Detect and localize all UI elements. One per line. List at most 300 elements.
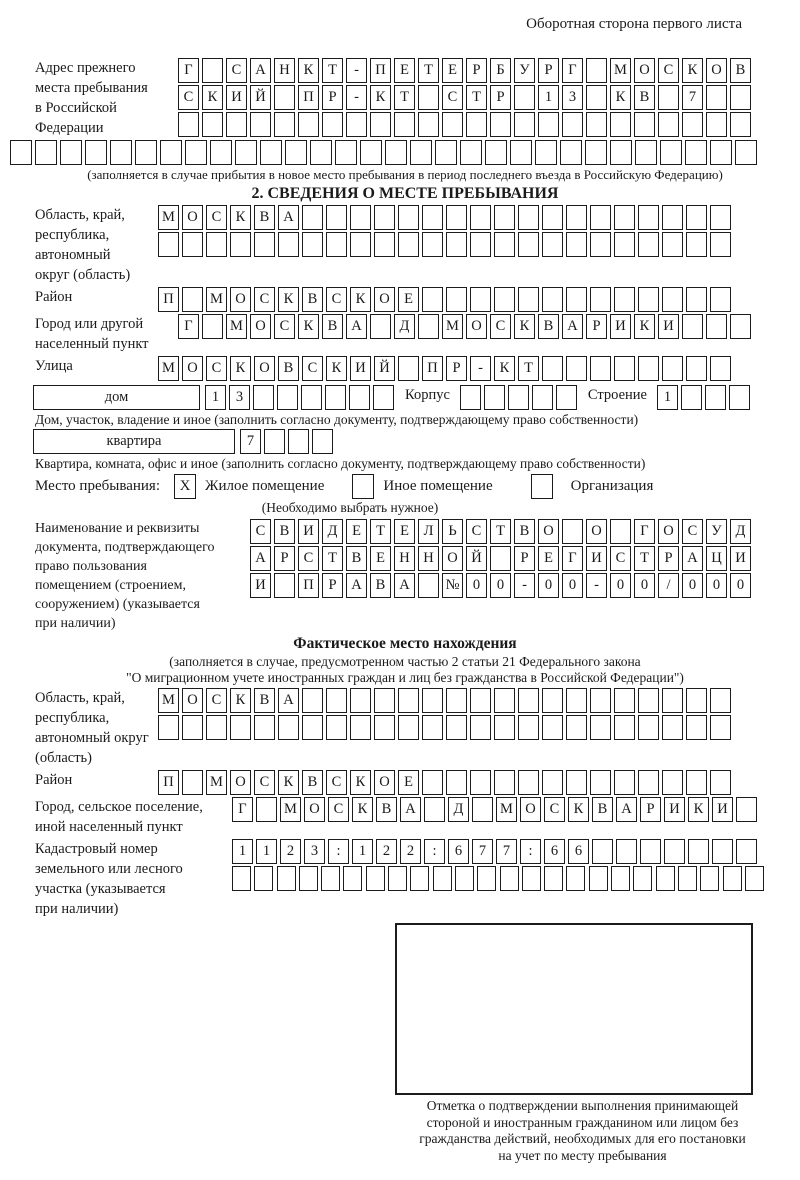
char-cell[interactable]: Е	[398, 287, 419, 312]
char-cell[interactable]	[590, 715, 611, 740]
char-cell[interactable]	[706, 112, 727, 137]
char-cell[interactable]	[424, 797, 445, 822]
char-cell[interactable]: 3	[229, 385, 250, 410]
char-cell[interactable]	[542, 205, 563, 230]
char-cell[interactable]: :	[424, 839, 445, 864]
char-cell[interactable]: К	[352, 797, 373, 822]
char-cell[interactable]: Д	[730, 519, 751, 544]
char-cell[interactable]	[182, 715, 203, 740]
apartment-type-box[interactable]	[33, 429, 235, 454]
char-cell[interactable]	[485, 140, 507, 165]
char-cell[interactable]	[616, 839, 637, 864]
char-cell[interactable]	[470, 770, 491, 795]
char-cell[interactable]: -	[346, 85, 367, 110]
char-cell[interactable]: К	[230, 688, 251, 713]
char-cell[interactable]	[422, 205, 443, 230]
char-cell[interactable]	[302, 205, 323, 230]
char-cell[interactable]: О	[658, 519, 679, 544]
char-cell[interactable]: Р	[322, 85, 343, 110]
char-cell[interactable]: Е	[370, 546, 391, 571]
char-cell[interactable]	[470, 688, 491, 713]
char-cell[interactable]: К	[688, 797, 709, 822]
char-cell[interactable]: А	[682, 546, 703, 571]
char-cell[interactable]: Й	[466, 546, 487, 571]
char-cell[interactable]	[350, 715, 371, 740]
char-cell[interactable]: К	[682, 58, 703, 83]
char-cell[interactable]	[470, 287, 491, 312]
char-cell[interactable]	[160, 140, 182, 165]
char-cell[interactable]	[700, 866, 719, 891]
char-cell[interactable]: Т	[466, 85, 487, 110]
char-cell[interactable]: О	[634, 58, 655, 83]
char-cell[interactable]	[10, 140, 32, 165]
char-cell[interactable]: Р	[446, 356, 467, 381]
char-cell[interactable]	[274, 112, 295, 137]
char-cell[interactable]	[586, 58, 607, 83]
char-cell[interactable]	[250, 112, 271, 137]
char-cell[interactable]	[466, 112, 487, 137]
char-cell[interactable]: 0	[466, 573, 487, 598]
char-cell[interactable]	[542, 287, 563, 312]
char-cell[interactable]: С	[226, 58, 247, 83]
char-cell[interactable]: О	[538, 519, 559, 544]
char-cell[interactable]	[510, 140, 532, 165]
char-cell[interactable]	[398, 688, 419, 713]
char-cell[interactable]: К	[230, 205, 251, 230]
char-cell[interactable]: Т	[394, 85, 415, 110]
char-cell[interactable]	[260, 140, 282, 165]
char-cell[interactable]: О	[520, 797, 541, 822]
char-cell[interactable]	[638, 688, 659, 713]
char-cell[interactable]	[350, 205, 371, 230]
char-cell[interactable]: В	[302, 770, 323, 795]
char-cell[interactable]	[662, 232, 683, 257]
char-cell[interactable]	[682, 314, 703, 339]
char-cell[interactable]: С	[326, 287, 347, 312]
char-cell[interactable]: В	[538, 314, 559, 339]
char-cell[interactable]	[542, 770, 563, 795]
char-cell[interactable]: В	[730, 58, 751, 83]
char-cell[interactable]	[730, 314, 751, 339]
char-cell[interactable]: М	[158, 356, 179, 381]
char-cell[interactable]	[301, 385, 322, 410]
char-cell[interactable]: Г	[634, 519, 655, 544]
char-cell[interactable]: 7	[472, 839, 493, 864]
char-cell[interactable]: 0	[490, 573, 511, 598]
char-cell[interactable]	[490, 546, 511, 571]
char-cell[interactable]	[535, 140, 557, 165]
char-cell[interactable]: У	[706, 519, 727, 544]
char-cell[interactable]: Т	[370, 519, 391, 544]
char-cell[interactable]	[710, 356, 731, 381]
char-cell[interactable]	[85, 140, 107, 165]
char-cell[interactable]	[508, 385, 529, 410]
char-cell[interactable]: В	[274, 519, 295, 544]
char-cell[interactable]	[226, 112, 247, 137]
char-cell[interactable]: И	[712, 797, 733, 822]
char-cell[interactable]	[418, 85, 439, 110]
char-cell[interactable]: П	[370, 58, 391, 83]
char-cell[interactable]	[288, 429, 309, 454]
char-cell[interactable]: Р	[586, 314, 607, 339]
char-cell[interactable]	[686, 232, 707, 257]
char-cell[interactable]: К	[298, 314, 319, 339]
char-cell[interactable]	[470, 232, 491, 257]
char-cell[interactable]	[514, 112, 535, 137]
char-cell[interactable]: 7	[496, 839, 517, 864]
char-cell[interactable]: К	[230, 356, 251, 381]
char-cell[interactable]	[370, 314, 391, 339]
char-cell[interactable]	[326, 715, 347, 740]
char-cell[interactable]	[206, 715, 227, 740]
char-cell[interactable]: О	[250, 314, 271, 339]
char-cell[interactable]: О	[304, 797, 325, 822]
char-cell[interactable]	[633, 866, 652, 891]
char-cell[interactable]	[470, 715, 491, 740]
char-cell[interactable]	[490, 112, 511, 137]
char-cell[interactable]	[35, 140, 57, 165]
char-cell[interactable]: 2	[376, 839, 397, 864]
char-cell[interactable]	[374, 688, 395, 713]
char-cell[interactable]	[610, 140, 632, 165]
char-cell[interactable]	[518, 205, 539, 230]
char-cell[interactable]	[614, 770, 635, 795]
char-cell[interactable]: П	[158, 287, 179, 312]
char-cell[interactable]: С	[302, 356, 323, 381]
char-cell[interactable]: Г	[178, 314, 199, 339]
char-cell[interactable]: Н	[418, 546, 439, 571]
char-cell[interactable]: Е	[394, 58, 415, 83]
char-cell[interactable]	[373, 385, 394, 410]
char-cell[interactable]: К	[568, 797, 589, 822]
char-cell[interactable]	[477, 866, 496, 891]
char-cell[interactable]: 3	[304, 839, 325, 864]
char-cell[interactable]: К	[494, 356, 515, 381]
char-cell[interactable]: О	[182, 205, 203, 230]
char-cell[interactable]	[678, 866, 697, 891]
char-cell[interactable]	[460, 385, 481, 410]
char-cell[interactable]	[590, 356, 611, 381]
char-cell[interactable]	[350, 688, 371, 713]
char-cell[interactable]: В	[592, 797, 613, 822]
char-cell[interactable]: Е	[398, 770, 419, 795]
char-cell[interactable]: С	[490, 314, 511, 339]
char-cell[interactable]: 1	[205, 385, 226, 410]
char-cell[interactable]: О	[230, 287, 251, 312]
char-cell[interactable]: С	[178, 85, 199, 110]
char-cell[interactable]: С	[610, 546, 631, 571]
char-cell[interactable]: В	[514, 519, 535, 544]
char-cell[interactable]	[494, 688, 515, 713]
char-cell[interactable]	[374, 205, 395, 230]
char-cell[interactable]	[656, 866, 675, 891]
char-cell[interactable]	[158, 232, 179, 257]
char-cell[interactable]: М	[226, 314, 247, 339]
char-cell[interactable]	[310, 140, 332, 165]
char-cell[interactable]	[442, 112, 463, 137]
char-cell[interactable]: О	[586, 519, 607, 544]
char-cell[interactable]: Г	[232, 797, 253, 822]
char-cell[interactable]	[736, 797, 757, 822]
char-cell[interactable]: И	[250, 573, 271, 598]
char-cell[interactable]: 7	[240, 429, 261, 454]
char-cell[interactable]: 0	[730, 573, 751, 598]
char-cell[interactable]	[730, 112, 751, 137]
char-cell[interactable]	[500, 866, 519, 891]
char-cell[interactable]	[542, 715, 563, 740]
char-cell[interactable]	[277, 866, 296, 891]
char-cell[interactable]: №	[442, 573, 463, 598]
char-cell[interactable]: К	[350, 287, 371, 312]
char-cell[interactable]	[374, 232, 395, 257]
char-cell[interactable]	[202, 314, 223, 339]
char-cell[interactable]	[614, 688, 635, 713]
char-cell[interactable]: И	[610, 314, 631, 339]
char-cell[interactable]	[556, 385, 577, 410]
char-cell[interactable]: С	[254, 770, 275, 795]
char-cell[interactable]: С	[206, 205, 227, 230]
char-cell[interactable]: Г	[178, 58, 199, 83]
char-cell[interactable]: О	[466, 314, 487, 339]
char-cell[interactable]	[455, 866, 474, 891]
char-cell[interactable]	[206, 232, 227, 257]
char-cell[interactable]: В	[346, 546, 367, 571]
char-cell[interactable]: И	[730, 546, 751, 571]
char-cell[interactable]: В	[302, 287, 323, 312]
char-cell[interactable]: В	[634, 85, 655, 110]
char-cell[interactable]: Т	[518, 356, 539, 381]
char-cell[interactable]	[277, 385, 298, 410]
char-cell[interactable]: П	[158, 770, 179, 795]
char-cell[interactable]: Е	[538, 546, 559, 571]
char-cell[interactable]: М	[206, 770, 227, 795]
char-cell[interactable]	[494, 770, 515, 795]
char-cell[interactable]	[686, 688, 707, 713]
char-cell[interactable]	[566, 866, 585, 891]
char-cell[interactable]: 0	[538, 573, 559, 598]
char-cell[interactable]	[232, 866, 251, 891]
char-cell[interactable]: К	[350, 770, 371, 795]
char-cell[interactable]	[562, 112, 583, 137]
char-cell[interactable]: О	[230, 770, 251, 795]
char-cell[interactable]	[729, 385, 750, 410]
char-cell[interactable]: Н	[394, 546, 415, 571]
char-cell[interactable]	[418, 112, 439, 137]
char-cell[interactable]: 2	[400, 839, 421, 864]
char-cell[interactable]	[610, 519, 631, 544]
char-cell[interactable]: Д	[394, 314, 415, 339]
char-cell[interactable]	[686, 356, 707, 381]
char-cell[interactable]: 1	[657, 385, 678, 410]
char-cell[interactable]	[614, 287, 635, 312]
char-cell[interactable]	[522, 866, 541, 891]
char-cell[interactable]	[560, 140, 582, 165]
char-cell[interactable]	[394, 112, 415, 137]
char-cell[interactable]	[254, 715, 275, 740]
char-cell[interactable]: С	[298, 546, 319, 571]
char-cell[interactable]	[635, 140, 657, 165]
char-cell[interactable]: С	[206, 688, 227, 713]
char-cell[interactable]: 0	[634, 573, 655, 598]
char-cell[interactable]	[494, 287, 515, 312]
char-cell[interactable]: К	[278, 287, 299, 312]
char-cell[interactable]: С	[466, 519, 487, 544]
char-cell[interactable]: 1	[256, 839, 277, 864]
char-cell[interactable]	[446, 688, 467, 713]
char-cell[interactable]: В	[370, 573, 391, 598]
char-cell[interactable]: 2	[280, 839, 301, 864]
char-cell[interactable]: К	[610, 85, 631, 110]
char-cell[interactable]	[710, 688, 731, 713]
char-cell[interactable]: М	[206, 287, 227, 312]
char-cell[interactable]: О	[706, 58, 727, 83]
char-cell[interactable]	[638, 232, 659, 257]
char-cell[interactable]	[614, 205, 635, 230]
char-cell[interactable]	[544, 866, 563, 891]
char-cell[interactable]: А	[400, 797, 421, 822]
char-cell[interactable]	[264, 429, 285, 454]
char-cell[interactable]	[470, 205, 491, 230]
char-cell[interactable]	[446, 770, 467, 795]
char-cell[interactable]: О	[374, 287, 395, 312]
checkbox-residential[interactable]: X	[174, 474, 196, 499]
char-cell[interactable]	[460, 140, 482, 165]
char-cell[interactable]	[418, 314, 439, 339]
char-cell[interactable]	[710, 770, 731, 795]
char-cell[interactable]: С	[274, 314, 295, 339]
char-cell[interactable]	[538, 112, 559, 137]
char-cell[interactable]	[686, 205, 707, 230]
char-cell[interactable]	[398, 356, 419, 381]
char-cell[interactable]	[638, 287, 659, 312]
char-cell[interactable]	[326, 205, 347, 230]
char-cell[interactable]: М	[442, 314, 463, 339]
char-cell[interactable]	[410, 140, 432, 165]
char-cell[interactable]: :	[328, 839, 349, 864]
char-cell[interactable]	[566, 688, 587, 713]
char-cell[interactable]: В	[322, 314, 343, 339]
char-cell[interactable]: 3	[562, 85, 583, 110]
char-cell[interactable]: Р	[514, 546, 535, 571]
char-cell[interactable]: В	[254, 205, 275, 230]
char-cell[interactable]: М	[158, 688, 179, 713]
char-cell[interactable]	[634, 112, 655, 137]
char-cell[interactable]	[418, 573, 439, 598]
char-cell[interactable]	[532, 385, 553, 410]
char-cell[interactable]	[638, 356, 659, 381]
char-cell[interactable]	[322, 112, 343, 137]
char-cell[interactable]: С	[250, 519, 271, 544]
char-cell[interactable]: С	[254, 287, 275, 312]
char-cell[interactable]: И	[586, 546, 607, 571]
char-cell[interactable]	[586, 85, 607, 110]
char-cell[interactable]	[446, 205, 467, 230]
char-cell[interactable]	[446, 232, 467, 257]
char-cell[interactable]: Е	[394, 519, 415, 544]
char-cell[interactable]: А	[346, 573, 367, 598]
char-cell[interactable]: К	[514, 314, 535, 339]
char-cell[interactable]	[586, 112, 607, 137]
char-cell[interactable]: С	[328, 797, 349, 822]
char-cell[interactable]	[422, 287, 443, 312]
char-cell[interactable]: И	[226, 85, 247, 110]
char-cell[interactable]: -	[470, 356, 491, 381]
char-cell[interactable]: В	[254, 688, 275, 713]
char-cell[interactable]	[494, 232, 515, 257]
char-cell[interactable]: И	[298, 519, 319, 544]
checkbox-organization[interactable]	[531, 474, 553, 499]
char-cell[interactable]	[366, 866, 385, 891]
char-cell[interactable]: Ь	[442, 519, 463, 544]
char-cell[interactable]: А	[616, 797, 637, 822]
char-cell[interactable]	[302, 715, 323, 740]
char-cell[interactable]	[435, 140, 457, 165]
char-cell[interactable]	[566, 232, 587, 257]
char-cell[interactable]	[182, 287, 203, 312]
char-cell[interactable]	[710, 140, 732, 165]
char-cell[interactable]: О	[182, 688, 203, 713]
char-cell[interactable]: Т	[418, 58, 439, 83]
char-cell[interactable]	[360, 140, 382, 165]
char-cell[interactable]	[592, 839, 613, 864]
char-cell[interactable]	[710, 205, 731, 230]
char-cell[interactable]: К	[370, 85, 391, 110]
char-cell[interactable]	[472, 797, 493, 822]
char-cell[interactable]: Т	[634, 546, 655, 571]
char-cell[interactable]: Д	[448, 797, 469, 822]
char-cell[interactable]	[518, 232, 539, 257]
char-cell[interactable]: В	[278, 356, 299, 381]
char-cell[interactable]: 1	[538, 85, 559, 110]
char-cell[interactable]: М	[158, 205, 179, 230]
char-cell[interactable]	[302, 232, 323, 257]
char-cell[interactable]	[518, 770, 539, 795]
char-cell[interactable]	[349, 385, 370, 410]
char-cell[interactable]: Д	[322, 519, 343, 544]
char-cell[interactable]: А	[250, 58, 271, 83]
char-cell[interactable]	[614, 715, 635, 740]
char-cell[interactable]	[422, 688, 443, 713]
char-cell[interactable]	[658, 85, 679, 110]
char-cell[interactable]	[350, 232, 371, 257]
char-cell[interactable]	[566, 205, 587, 230]
char-cell[interactable]	[638, 770, 659, 795]
char-cell[interactable]	[346, 112, 367, 137]
char-cell[interactable]	[278, 715, 299, 740]
char-cell[interactable]	[298, 112, 319, 137]
char-cell[interactable]	[178, 112, 199, 137]
char-cell[interactable]	[562, 519, 583, 544]
char-cell[interactable]	[664, 839, 685, 864]
char-cell[interactable]	[710, 715, 731, 740]
char-cell[interactable]	[518, 688, 539, 713]
char-cell[interactable]: И	[664, 797, 685, 822]
char-cell[interactable]	[682, 112, 703, 137]
char-cell[interactable]	[566, 356, 587, 381]
char-cell[interactable]	[542, 232, 563, 257]
char-cell[interactable]: Е	[346, 519, 367, 544]
char-cell[interactable]: Л	[418, 519, 439, 544]
char-cell[interactable]	[589, 866, 608, 891]
char-cell[interactable]: Т	[322, 546, 343, 571]
char-cell[interactable]: 7	[682, 85, 703, 110]
char-cell[interactable]	[410, 866, 429, 891]
char-cell[interactable]: А	[250, 546, 271, 571]
char-cell[interactable]	[660, 140, 682, 165]
char-cell[interactable]	[256, 797, 277, 822]
char-cell[interactable]: 1	[232, 839, 253, 864]
char-cell[interactable]	[398, 232, 419, 257]
